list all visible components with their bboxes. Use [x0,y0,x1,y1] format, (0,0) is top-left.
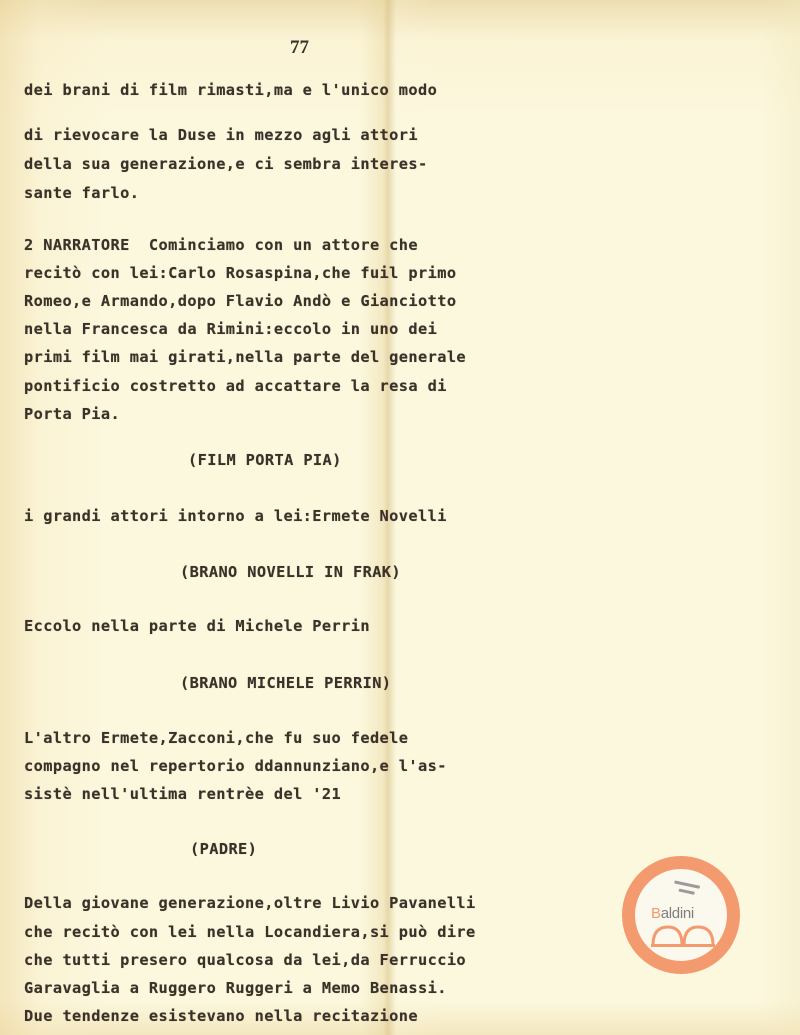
library-stamp-logo [622,856,740,974]
text-line: che tutti presero qualcosa da lei,da Ferruccio [24,951,467,969]
narrator-line: 2 NARRATORE Cominciamo con un attore che [24,236,418,254]
text-line: compagno nel repertorio ddannunziano,e l'as- [24,757,447,775]
text-line: Romeo,e Armando,dopo Flavio Andò e Gianciotto [24,292,457,310]
text-line: Della giovane generazione,oltre Livio Pavanelli [24,894,476,912]
text-line: sistè nell'ultima rentrèe del '21 [24,785,342,803]
text-line: dei brani di film rimasti,ma e l'unico modo [24,81,438,99]
text-line: primi film mai girati,nella parte del generale [24,348,467,366]
text-line: nella Francesca da Rimini:eccolo in uno dei [24,320,438,338]
text-line: recitò con lei:Carlo Rosaspina,che fuil primo [24,264,457,282]
text-line: Garavaglia a Ruggero Ruggeri a Memo Benassi. [24,979,447,997]
text-line: sante farlo. [24,184,140,202]
film-cue: (FILM PORTA PIA) [188,451,342,469]
text-line: che recitò con lei nella Locandiera,si può dire [24,923,476,941]
text-line: i grandi attori intorno a lei:Ermete Novelli [24,507,447,525]
stamp-small-text-lines [672,880,700,899]
film-cue: (BRANO NOVELLI IN FRAK) [180,563,402,581]
text-line: L'altro Ermete,Zacconi,che fu suo fedele [24,729,409,747]
text-line: Porta Pia. [24,405,121,423]
stamp-brand-text: Baldini [651,905,694,922]
open-book-icon [651,925,715,947]
film-cue: (PADRE) [190,840,258,858]
film-cue: (BRANO MICHELE PERRIN) [180,674,392,692]
text-line: della sua generazione,e ci sembra interes- [24,155,428,173]
page-number: 77 [290,37,309,58]
text-line: di rievocare la Duse in mezzo agli attori [24,126,418,144]
text-line: pontificio costretto ad accattare la resa di [24,377,447,395]
text-line: Due tendenze esistevano nella recitazione [24,1007,418,1025]
text-line: Eccolo nella parte di Michele Perrin [24,617,370,635]
